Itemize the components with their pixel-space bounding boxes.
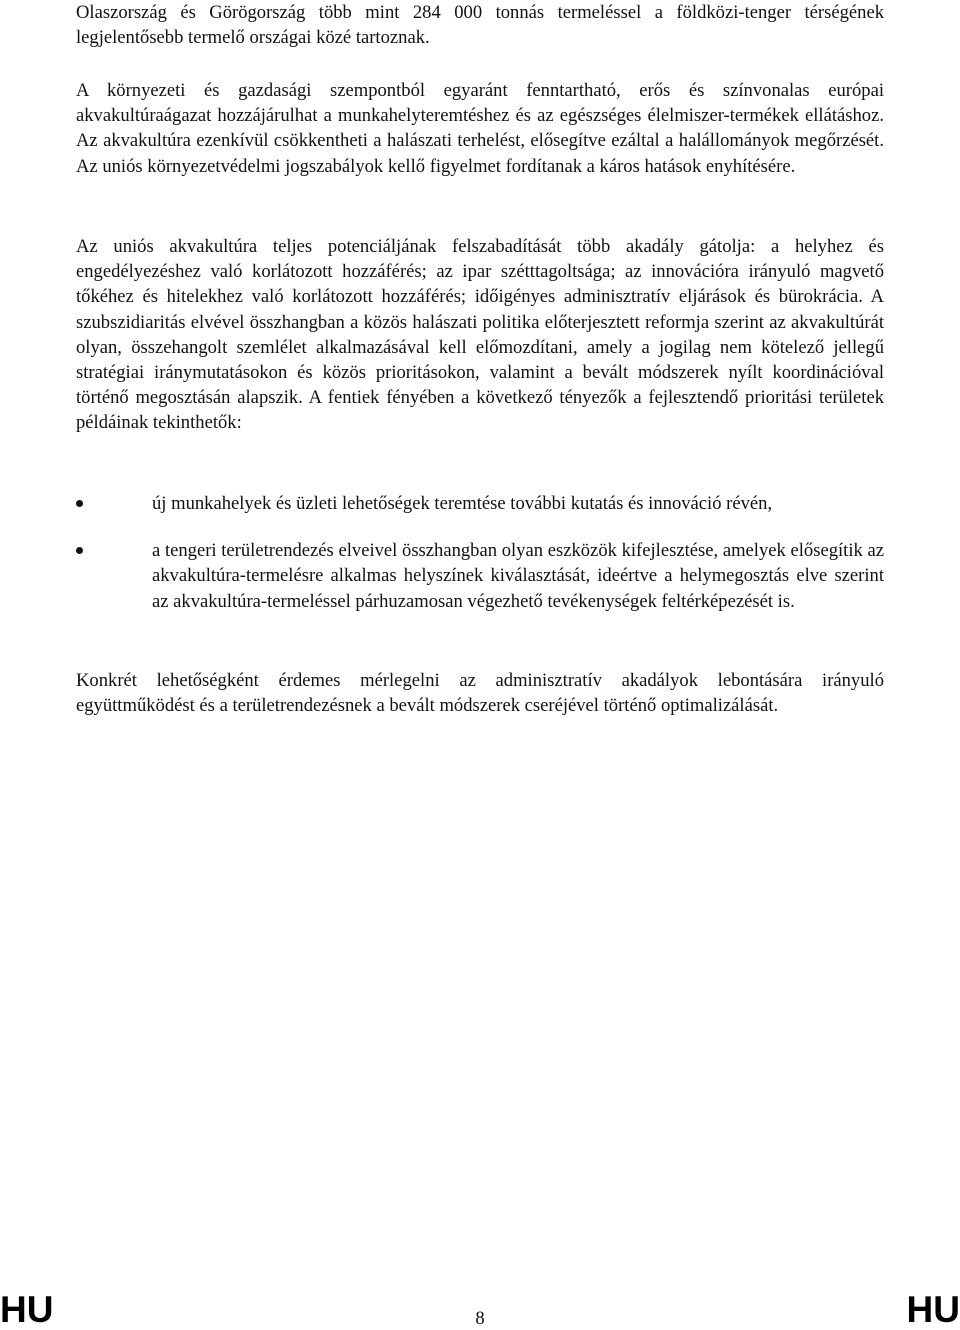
paragraph-sustainable-aquaculture: A környezeti és gazdasági szempontból egyaránt fenntartható, erős és színvonalas európai akvakultúraágazat hozzájárulhat a munkahelyteremtéshez és az egészséges élelmiszer-termékek ellátáshoz. Az akvakultúra ezenkívül csökkentheti a halászati terhelést, elősegítve ezáltal a halállományok megőrzését. Az uniós környezetvédelmi jogszabályok kellő figyelmet fordítanak a káros hatások enyhítésére.	[76, 80, 884, 177]
page-number: 8	[475, 1308, 485, 1329]
bullet-icon	[76, 491, 96, 516]
paragraph-obstacles: Az uniós akvakultúra teljes potenciáljának felszabadítását több akadály gátolja: a helyhez és engedélyezéshez való korlátozott hozzáférés; az ipar szétttagoltsága; az innovációra irányuló magvető tőkéhez és hitelekhez való korlátozott hozzáférés; időigényes adminisztratív eljárások és bürokrácia. A szubszidiaritás elvével összhangban a közös halászati politika előterjesztett reformja szerint az akvakultúrát olyan, összehangolt szemlélet alkalmazásával kell előmozdítani, amely a jogilag nem kötelező jellegű stratégiai iránymutatásokon és közös prioritásokon, valamint a bevált módszerek nyílt koordinációval történő megosztásán alapszik. A fentiek fényében a következő tényezők a fejlesztendő prioritási területek példáinak tekinthetők:	[76, 236, 884, 434]
paragraph-production-countries: Olaszország és Görögország több mint 284 000 tonnás termeléssel a földközi-tenger térségének legjelentősebb termelő országai közé tartoznak.	[76, 2, 884, 49]
priority-list	[76, 491, 884, 614]
list-item	[76, 491, 884, 516]
list-item-text: új munkahelyek és üzleti lehetőségek teremtése további kutatás és innováció révén,	[152, 493, 773, 514]
paragraph-concrete-opportunity: Konkrét lehetőségként érdemes mérlegelni az adminisztratív akadályok lebontására irányuló együttműködést és a területrendezésnek a bevált módszerek cseréjével történő optimalizálását.	[76, 670, 884, 717]
footer-language-code-left: HU	[0, 1289, 54, 1330]
list-item-text: a tengeri területrendezés elveivel összhangban olyan eszközök kifejlesztése, amelyek elősegítik az akvakultúra-termelésre alkalmas helyszínek kiválasztását, ideértve a helymegosztás elve szerint az akvakultúra-termeléssel párhuzamosan végezhető tevékenységek feltérképezését is.	[152, 540, 884, 612]
bullet-icon	[76, 538, 96, 563]
footer-language-code-right: HU	[906, 1289, 960, 1330]
list-item	[76, 538, 884, 614]
